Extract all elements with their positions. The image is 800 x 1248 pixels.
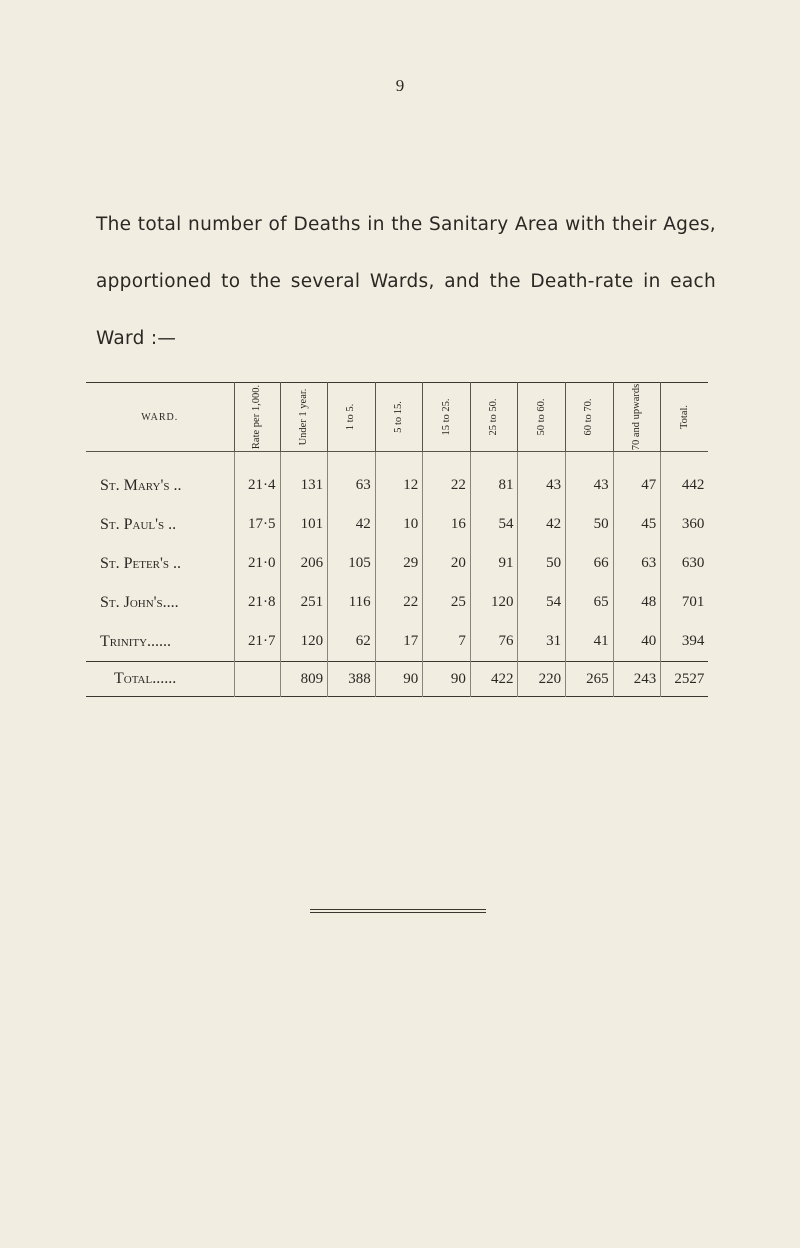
table-cell: 43 [566, 452, 614, 506]
ward-name: St. John's.... [100, 593, 179, 611]
table-cell: 206 [280, 544, 328, 583]
table-row [86, 622, 708, 662]
table-cell: 63 [613, 544, 661, 583]
table-cell: 40 [613, 622, 661, 662]
total-cell: 243 [613, 662, 661, 697]
column-header-50-to-60-label: 50 to 60. [535, 398, 547, 436]
column-header-15-to-25-label: 15 to 25. [440, 398, 452, 436]
table-row [86, 505, 708, 544]
rate-cell: 21·0 [234, 544, 280, 583]
table-cell: 120 [470, 583, 518, 622]
column-header-60-to-70-label: 60 to 70. [583, 398, 595, 436]
table-cell: 66 [566, 544, 614, 583]
closing-double-rule [310, 909, 486, 913]
table-cell: 7 [423, 622, 471, 662]
table-cell: 45 [613, 505, 661, 544]
column-header-rate [234, 383, 280, 452]
column-header-1-to-5-label: 1 to 5. [345, 403, 357, 431]
deaths-by-ward-table-container [86, 382, 708, 697]
table-cell: 41 [566, 622, 614, 662]
table-row [86, 544, 708, 583]
table-cell: 251 [280, 583, 328, 622]
table-row [86, 452, 708, 506]
total-cell: 90 [375, 662, 423, 697]
table-cell: 42 [328, 505, 376, 544]
column-header-ward: WARD. [86, 383, 234, 452]
table-cell: 120 [280, 622, 328, 662]
total-cell: 265 [566, 662, 614, 697]
ward-name: St. Paul's .. [100, 515, 177, 533]
table-cell: 50 [566, 505, 614, 544]
rate-cell: 21·8 [234, 583, 280, 622]
row-total-cell: 701 [661, 583, 709, 622]
column-header-total-label: Total. [678, 404, 690, 430]
table-cell: 62 [328, 622, 376, 662]
column-header-1-to-5 [328, 383, 376, 452]
table-cell: 116 [328, 583, 376, 622]
ward-name: St. Mary's .. [100, 476, 182, 494]
ward-name: Trinity...... [100, 632, 172, 650]
column-header-5-to-15-label: 5 to 15. [392, 401, 404, 433]
row-total-cell: 394 [661, 622, 709, 662]
table-cell: 16 [423, 505, 471, 544]
table-cell: 63 [328, 452, 376, 506]
table-cell: 105 [328, 544, 376, 583]
table-cell: 29 [375, 544, 423, 583]
row-total-cell: 360 [661, 505, 709, 544]
table-cell: 76 [470, 622, 518, 662]
table-cell: 65 [566, 583, 614, 622]
total-cell: 809 [280, 662, 328, 697]
table-cell: 91 [470, 544, 518, 583]
column-header-under-1 [280, 383, 328, 452]
table-cell: 20 [423, 544, 471, 583]
column-header-50-to-60 [518, 383, 566, 452]
table-cell: 25 [423, 583, 471, 622]
total-cell: 422 [470, 662, 518, 697]
table-cell: 54 [518, 583, 566, 622]
table-cell: 54 [470, 505, 518, 544]
column-header-70-upwards [613, 383, 661, 452]
table-cell: 48 [613, 583, 661, 622]
table-cell: 31 [518, 622, 566, 662]
row-total-cell: 442 [661, 452, 709, 506]
rate-cell: 21·7 [234, 622, 280, 662]
table-cell: 10 [375, 505, 423, 544]
table-cell: 50 [518, 544, 566, 583]
table-cell: 43 [518, 452, 566, 506]
header-row [86, 383, 708, 452]
table-cell: 12 [375, 452, 423, 506]
column-header-15-to-25 [423, 383, 471, 452]
table-cell: 131 [280, 452, 328, 506]
column-header-25-to-50 [470, 383, 518, 452]
table-cell: 22 [423, 452, 471, 506]
total-cell: 388 [328, 662, 376, 697]
column-header-rate-label: Rate per 1,000. [251, 384, 262, 450]
page-number: 9 [395, 76, 405, 95]
total-cell: 220 [518, 662, 566, 697]
total-label: Total...... [86, 662, 234, 697]
column-header-60-to-70 [566, 383, 614, 452]
table-row [86, 583, 708, 622]
total-cell: 90 [423, 662, 471, 697]
intro-paragraph: The total number of Deaths in the Sanitary Area with their Ages, apportioned to the several Wards, and the Death-rate in each Ward :— [96, 214, 716, 349]
row-total-cell: 630 [661, 544, 709, 583]
rate-cell: 21·4 [234, 452, 280, 506]
deaths-by-ward-table [86, 382, 708, 697]
table-cell: 47 [613, 452, 661, 506]
rate-cell: 17·5 [234, 505, 280, 544]
column-header-25-to-50-label: 25 to 50. [488, 398, 500, 436]
column-header-5-to-15 [375, 383, 423, 452]
table-cell: 22 [375, 583, 423, 622]
ward-name: St. Peter's .. [100, 554, 182, 572]
column-header-70-upwards-label: 70 and upwards [630, 383, 642, 451]
table-cell: 81 [470, 452, 518, 506]
total-row [86, 662, 708, 697]
grand-total-cell: 2527 [661, 662, 709, 697]
table-cell: 101 [280, 505, 328, 544]
column-header-under-1-label: Under 1 year. [297, 388, 309, 446]
table-cell: 17 [375, 622, 423, 662]
table-cell: 42 [518, 505, 566, 544]
total-rate-cell [234, 662, 280, 697]
column-header-total [661, 383, 709, 452]
